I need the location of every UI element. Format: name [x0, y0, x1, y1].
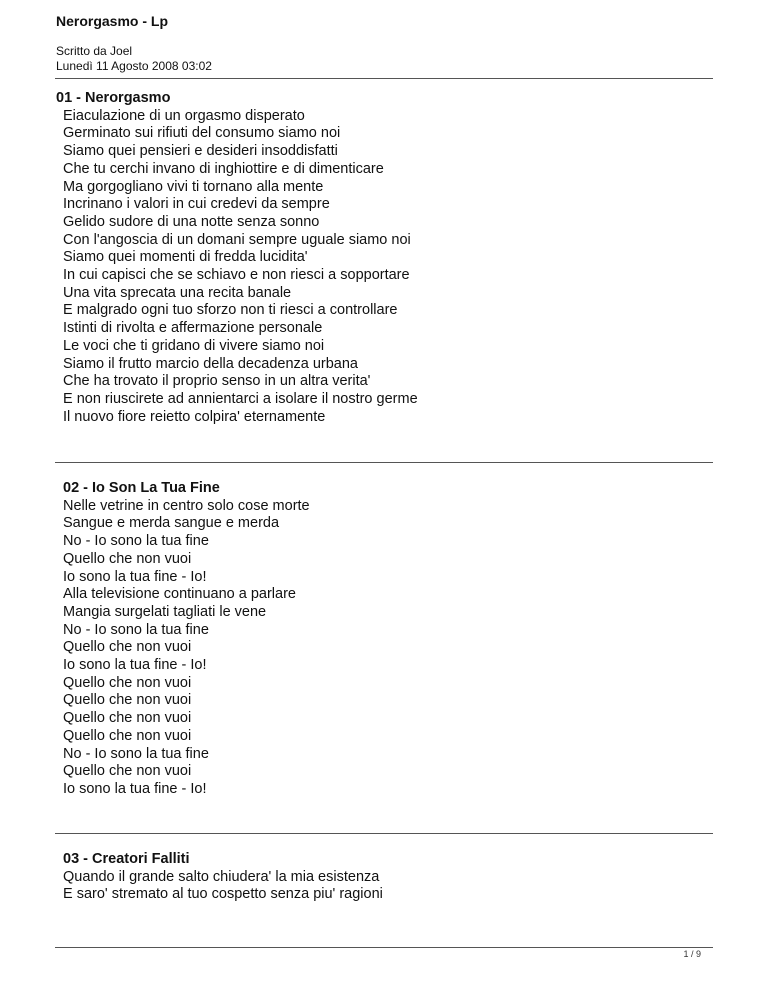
section-divider [55, 462, 713, 463]
lyric-line: Quello che non vuoi [63, 550, 192, 567]
lyric-line: Una vita sprecata una recita banale [63, 284, 292, 301]
lyric-line: Siamo quei pensieri e desideri insoddisfatti [63, 143, 338, 160]
song-title: 01 - Nerorgasmo [56, 90, 171, 106]
lyric-line: No - Io sono la tua fine [63, 745, 209, 762]
lyric-line: E non riuscirete ad annientarci a isolare il nostro germe [63, 390, 418, 407]
lyric-line: Germinato sui rifiuti del consumo siamo noi [63, 125, 341, 142]
lyric-line: Quando il grande salto chiudera' la mia esistenza [63, 868, 380, 885]
lyric-line: Che tu cerchi invano di inghiottire e di dimenticare [63, 160, 384, 177]
lyric-line: Nelle vetrine in centro solo cose morte [63, 497, 310, 514]
lyric-line: Alla televisione continuano a parlare [63, 586, 296, 603]
lyric-line: Con l'angoscia di un domani sempre uguale siamo noi [63, 231, 411, 248]
lyric-line: Siamo quei momenti di fredda lucidita' [63, 249, 308, 266]
lyric-line: Ma gorgogliano vivi ti tornano alla mente [63, 178, 324, 195]
lyric-line: Quello che non vuoi [63, 674, 192, 691]
footer-divider [55, 947, 713, 948]
lyric-line: Gelido sudore di una notte senza sonno [63, 213, 320, 230]
lyric-line: Le voci che ti gridano di vivere siamo noi [63, 337, 325, 354]
lyric-line: Quello che non vuoi [63, 639, 192, 656]
lyric-line: Siamo il frutto marcio della decadenza urbana [63, 355, 358, 372]
lyric-line: Io sono la tua fine - Io! [63, 657, 207, 674]
song-section [63, 480, 310, 799]
lyric-line: Istinti di rivolta e affermazione personale [63, 320, 323, 337]
lyrics-list [63, 498, 310, 799]
lyric-line: Io sono la tua fine - Io! [63, 568, 207, 585]
lyric-line: Quello che non vuoi [63, 727, 192, 744]
header-divider [55, 78, 713, 79]
lyric-line: E saro' stremato al tuo cospetto senza piu' ragioni [63, 886, 383, 903]
lyric-line: Mangia surgelati tagliati le vene [63, 603, 267, 620]
lyric-line: Che ha trovato il proprio senso in un altra verita' [63, 373, 371, 390]
song-title: 02 - Io Son La Tua Fine [63, 480, 220, 496]
author-line: Scritto da Joel [56, 44, 133, 58]
date-line: Lunedì 11 Agosto 2008 03:02 [56, 59, 212, 73]
lyric-line: Quello che non vuoi [63, 710, 192, 727]
song-section [63, 851, 383, 904]
lyric-line: Io sono la tua fine - Io! [63, 780, 207, 797]
song-section [56, 90, 418, 426]
lyric-line: E malgrado ogni tuo sforzo non ti riesci a controllare [63, 302, 398, 319]
lyric-line: Sangue e merda sangue e merda [63, 515, 280, 532]
lyrics-list [56, 108, 418, 427]
lyrics-list [63, 869, 383, 904]
section-divider [55, 833, 713, 834]
lyric-line: Incrinano i valori in cui credevi da sempre [63, 196, 330, 213]
page-number: 1 / 9 [683, 949, 701, 959]
lyric-line: No - Io sono la tua fine [63, 621, 209, 638]
lyric-line: Il nuovo fiore reietto colpira' eternamente [63, 408, 326, 425]
page-title: Nerorgasmo - Lp [56, 13, 169, 29]
article-meta [56, 44, 212, 74]
song-title: 03 - Creatori Falliti [63, 851, 190, 867]
lyric-line: Quello che non vuoi [63, 763, 192, 780]
lyric-line: Quello che non vuoi [63, 692, 192, 709]
lyric-line: No - Io sono la tua fine [63, 533, 209, 550]
lyric-line: In cui capisci che se schiavo e non riesci a sopportare [63, 267, 410, 284]
lyric-line: Eiaculazione di un orgasmo disperato [63, 107, 305, 124]
